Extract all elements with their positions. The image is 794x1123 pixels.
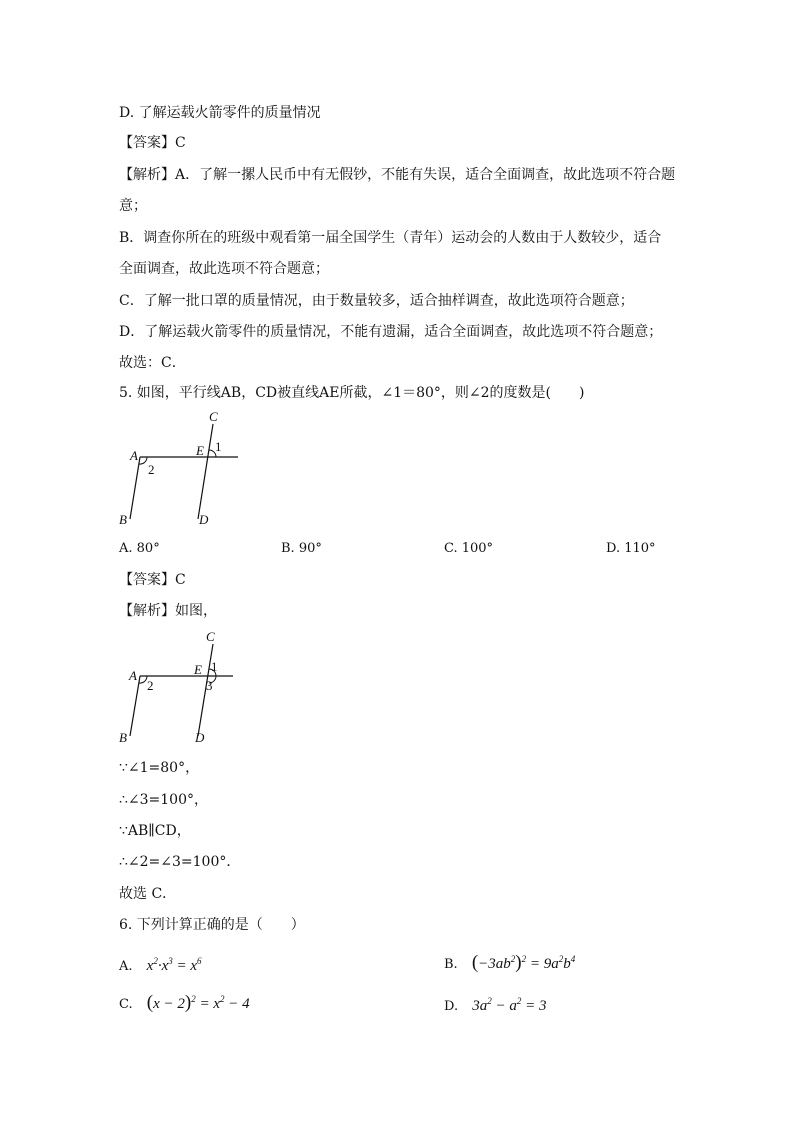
question-5-stem: 5. 如图，平行线AB，CD被直线AE所截，∠1＝80°，则∠2的度数是( ) xyxy=(119,385,585,401)
label-angle-2: 2 xyxy=(147,678,154,693)
label-angle-1: 1 xyxy=(215,439,222,454)
q6-option-c xyxy=(119,990,250,1014)
label-b: B xyxy=(119,512,127,527)
q6-option-d xyxy=(444,992,546,1016)
label-d: D xyxy=(199,512,209,527)
label-c: C xyxy=(206,629,215,644)
analysis-line: 意； xyxy=(119,198,147,214)
q5-step: ∴∠2=∠3=100°． xyxy=(119,854,241,870)
figure-parallel-lines-solution xyxy=(110,624,250,748)
label-angle-3: 3 xyxy=(206,678,213,693)
q5-option-d: D. 110° xyxy=(606,541,656,556)
q6-option-d-formula: $3a^2 - a^2 = 3$ xyxy=(472,996,547,1014)
label-a: A xyxy=(130,448,138,463)
line-ab xyxy=(130,676,140,736)
q6-option-a xyxy=(119,952,202,976)
q6-option-c-letter: C. xyxy=(119,997,133,1012)
q5-answer-label: 【答案】C xyxy=(119,572,186,588)
q5-step: ∵∠1=80°， xyxy=(119,760,200,776)
q5-analysis-intro: 【解析】如图， xyxy=(119,603,217,619)
label-angle-1: 1 xyxy=(211,659,218,674)
answer-label: 【答案】C xyxy=(119,135,186,151)
analysis-line: B．调查你所在的班级中观看第一届全国学生（青年）运动会的人数由于人数较少，适合 xyxy=(119,230,662,246)
q6-option-b xyxy=(444,950,575,974)
figure-parallel-lines xyxy=(110,404,250,530)
label-e: E xyxy=(194,662,202,677)
q6-option-d-letter: D. xyxy=(444,999,459,1014)
analysis-line: C．了解一批口罩的质量情况，由于数量较多，适合抽样调查，故此选项符合题意； xyxy=(119,293,634,309)
label-d: D xyxy=(195,730,205,745)
q5-option-a: A. 80° xyxy=(119,541,160,556)
label-angle-2: 2 xyxy=(148,462,155,477)
q6-option-c-formula: $(x - 2)^2 = x^2 - 4$ xyxy=(146,992,250,1013)
q6-option-b-letter: B. xyxy=(444,957,458,972)
line-ab xyxy=(130,457,140,519)
line-cd xyxy=(198,424,213,519)
label-e: E xyxy=(196,443,204,458)
q6-option-a-formula: $x^2\cdot x^3 = x^6$ xyxy=(146,956,202,974)
analysis-conclusion: 故选：C． xyxy=(119,355,186,371)
label-a: A xyxy=(129,668,137,683)
q5-step: ∴∠3=100°， xyxy=(119,792,208,808)
q5-conclusion: 故选 C． xyxy=(119,886,177,902)
label-c: C xyxy=(209,409,218,424)
option-d-text: D. 了解运载火箭零件的质量情况 xyxy=(119,105,321,121)
q6-option-a-letter: A. xyxy=(119,959,133,974)
analysis-line: D．了解运载火箭零件的质量情况，不能有遗漏，适合全面调查，故此选项不符合题意； xyxy=(119,324,663,340)
label-b: B xyxy=(119,730,127,745)
q6-option-b-formula: $(-3ab^2)^2 = 9a^2b^4$ xyxy=(471,952,576,973)
question-6-stem: 6. 下列计算正确的是（ ） xyxy=(119,917,305,933)
q5-option-b: B. 90° xyxy=(281,541,322,556)
analysis-line: 【解析】A．了解一摞人民币中有无假钞，不能有失误，适合全面调查，故此选项不符合题 xyxy=(119,167,676,183)
analysis-line: 全面调查，故此选项不符合题意； xyxy=(119,261,329,277)
q5-step: ∵AB∥CD， xyxy=(119,823,191,839)
q5-option-c: C. 100° xyxy=(444,541,494,556)
